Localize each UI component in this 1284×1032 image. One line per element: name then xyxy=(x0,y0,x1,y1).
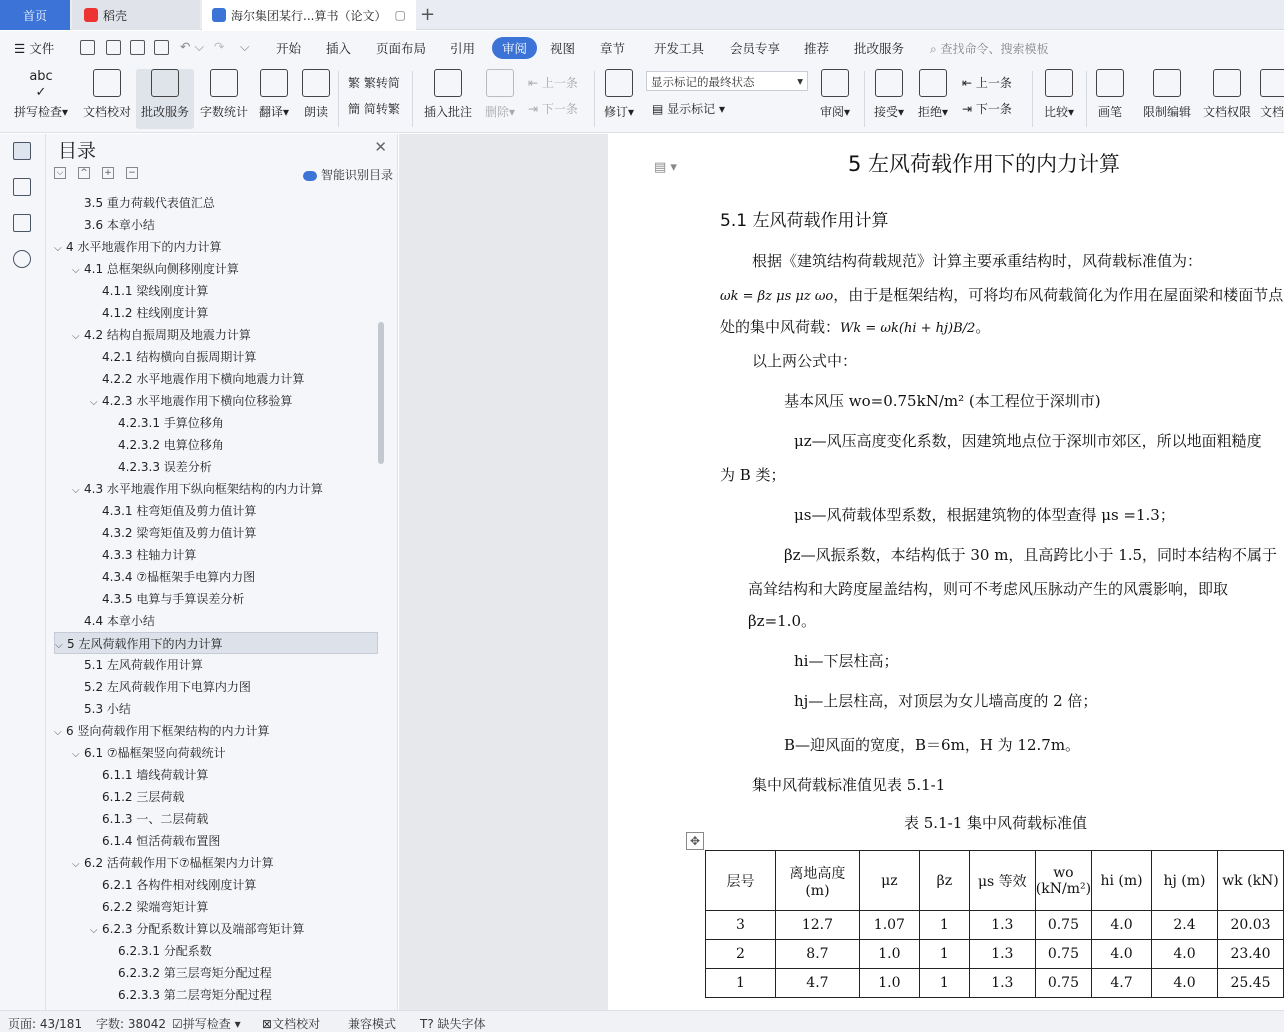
redo-icon[interactable]: ↷ xyxy=(214,39,225,54)
pen-button[interactable] xyxy=(1094,69,1126,120)
tab-document[interactable] xyxy=(202,0,416,30)
toc-item[interactable] xyxy=(54,610,378,632)
toc-item-label: 4.1 总框架纵向侧移刚度计算 xyxy=(84,262,239,276)
search-icon[interactable] xyxy=(13,250,31,268)
toc-item-label: 5 左风荷载作用下的内力计算 xyxy=(67,637,223,651)
toc-item[interactable] xyxy=(54,390,378,412)
dropdown-caret-icon: ▾ xyxy=(61,105,69,119)
collapse-all-icon[interactable]: ⌵ xyxy=(54,167,66,179)
table-cell: 1 xyxy=(919,969,969,998)
toc-item-label: 3.5 重力荷载代表值汇总 xyxy=(84,196,215,210)
correct-service-button[interactable] xyxy=(136,69,194,129)
divider xyxy=(594,71,595,127)
doc-permission-label: 文档权限 xyxy=(1202,105,1251,119)
toc-item[interactable] xyxy=(54,830,378,852)
menu-item[interactable]: 会员专享 xyxy=(730,41,781,56)
review-pane-label: 审阅 xyxy=(819,105,844,119)
side-rail xyxy=(0,134,46,1010)
table-header-cell: μz xyxy=(859,851,919,911)
smart-toc-label: 智能识别目录 xyxy=(320,168,393,182)
translate-icon xyxy=(260,69,288,97)
tab-bar xyxy=(0,0,1284,30)
toc-item[interactable] xyxy=(54,258,378,280)
toc-item[interactable] xyxy=(54,984,378,1006)
toc-item-label: 6.2.3.1 分配系数 xyxy=(118,944,212,958)
toc-item-label: 4.1.2 柱线刚度计算 xyxy=(102,306,209,320)
chevron-down-icon[interactable]: ⌵ xyxy=(72,749,80,760)
prev-comment-label: 上一条 xyxy=(541,76,578,90)
next-comment-label: 下一条 xyxy=(541,102,578,116)
quick-access-dropdown-icon[interactable]: ⌵ xyxy=(240,39,250,54)
missing-font-label: 缺失字体 xyxy=(437,1017,486,1031)
read-aloud-label: 朗读 xyxy=(303,105,328,119)
toc-item[interactable] xyxy=(54,852,378,874)
next-comment-button[interactable]: ⇥ 下一条 xyxy=(528,102,578,116)
delete-comment-label: 删除 xyxy=(484,105,509,119)
table-header-row xyxy=(706,851,1284,911)
table-header-cell: 离地高度 (m) xyxy=(775,851,859,911)
spell-check-status-label: 拼写检查 xyxy=(182,1017,231,1031)
toc-item[interactable] xyxy=(54,280,378,302)
divider xyxy=(338,71,339,127)
toc-item-label: 4.2 结构自振周期及地震力计算 xyxy=(84,328,251,342)
toc-item-label: 4.2.3.1 手算位移角 xyxy=(118,416,224,430)
checkbox-icon: ☑ xyxy=(172,1017,183,1031)
remove-heading-icon[interactable]: − xyxy=(126,167,138,179)
reject-label: 拒绝 xyxy=(917,105,942,119)
table-cell: 1.07 xyxy=(859,911,919,940)
toc-item-label: 4.2.3 水平地震作用下横向位移验算 xyxy=(102,394,293,408)
toc-item[interactable] xyxy=(54,368,378,390)
toc-item-label: 4.3.1 柱弯矩值及剪力值计算 xyxy=(102,504,257,518)
paragraph-text: ，由于是框架结构，可将均布风荷载简化为作用在屋面梁和楼面节点 xyxy=(833,286,1284,304)
prev-comment-button[interactable]: ⇤ 上一条 xyxy=(528,76,578,90)
doc-check-button[interactable] xyxy=(80,69,134,120)
simp-to-trad-label: 简转繁 xyxy=(363,102,400,116)
table-cell: 4.0 xyxy=(1092,911,1152,940)
chevron-down-icon[interactable]: ⌵ xyxy=(54,727,62,738)
table-cell: 4.0 xyxy=(1152,969,1218,998)
command-search-placeholder: 查找命令、搜索模板 xyxy=(940,42,1049,56)
toc-item[interactable] xyxy=(54,720,378,742)
ribbon-toolbar xyxy=(0,65,1284,133)
divider xyxy=(1086,71,1087,127)
divider xyxy=(412,71,413,127)
spell-check-status[interactable]: ☑拼写检查 ▾ xyxy=(172,1017,241,1031)
toc-item-label: 4 水平地震作用下的内力计算 xyxy=(66,240,222,254)
table-cell: 1.3 xyxy=(969,940,1035,969)
toc-item-label: 4.1.1 梁线刚度计算 xyxy=(102,284,209,298)
divider xyxy=(1032,71,1033,127)
chevron-down-icon[interactable]: ⌵ xyxy=(54,243,62,254)
toc-item[interactable] xyxy=(54,698,378,720)
toc-title: 目录 xyxy=(58,140,97,162)
toc-item[interactable] xyxy=(54,214,378,236)
translate-label: 翻译 xyxy=(258,105,283,119)
table-header-cell: wk (kN) xyxy=(1217,851,1283,911)
menu-item[interactable]: 审阅 xyxy=(492,37,537,59)
doc-check-status-icon: ⊠ xyxy=(262,1017,273,1031)
review-pane-button[interactable] xyxy=(816,69,854,120)
doc-permission-button[interactable] xyxy=(1200,69,1254,120)
paragraph: μs—风荷载体型系数，根据建筑物的体型查得 μs =1.3； xyxy=(794,506,1175,524)
compare-icon xyxy=(1045,69,1073,97)
file-menu-label: 文件 xyxy=(29,41,55,56)
page-indicator[interactable]: 页面: 43/181 xyxy=(8,1017,83,1031)
wind-load-table xyxy=(705,850,1284,998)
paragraph: 高耸结构和大跨度屋盖结构，则可不考虑风压脉动产生的风震影响，即取 xyxy=(748,580,1229,598)
dropdown-caret-icon: ▾ xyxy=(897,105,905,119)
toc-item[interactable] xyxy=(54,742,378,764)
dropdown-caret-icon: ▾ xyxy=(843,105,851,119)
toc-item[interactable] xyxy=(54,522,378,544)
doc-check-status-label: 文档校对 xyxy=(272,1017,321,1031)
track-changes-icon xyxy=(605,69,633,97)
toc-item[interactable] xyxy=(54,588,378,610)
doc-more-icon xyxy=(1260,69,1284,97)
paragraph: 以上两公式中： xyxy=(752,352,858,370)
doc-check-icon xyxy=(93,69,121,97)
paragraph xyxy=(720,284,1283,305)
insert-comment-label: 插入批注 xyxy=(423,105,472,119)
word-count-button[interactable] xyxy=(198,69,250,120)
chevron-down-icon[interactable]: ⌵ xyxy=(72,859,80,870)
save-icon[interactable] xyxy=(80,40,95,55)
markup-state-value: 显示标记的最终状态 xyxy=(651,75,755,89)
chevron-down-icon[interactable]: ⌵ xyxy=(72,485,80,496)
dropdown-caret-icon: ▾ xyxy=(941,105,949,119)
toc-item[interactable] xyxy=(54,566,378,588)
menu-item[interactable]: 开始 xyxy=(276,41,302,56)
smart-toc-icon xyxy=(303,171,317,181)
reject-icon xyxy=(919,69,947,97)
menu-item[interactable]: 推荐 xyxy=(804,41,830,56)
dropdown-caret-icon: ▾ xyxy=(508,105,516,119)
command-search[interactable]: ⌕ 查找命令、搜索模板 xyxy=(930,42,1049,56)
menu-bar xyxy=(0,31,1284,65)
chevron-down-icon[interactable]: ⌵ xyxy=(90,925,98,936)
word-count-status[interactable]: 字数: 38042 xyxy=(96,1017,167,1031)
accept-icon xyxy=(875,69,903,97)
toc-item[interactable] xyxy=(54,302,378,324)
toc-item-label: 6.2 活荷载作用下⑦榀框架内力计算 xyxy=(84,856,274,870)
table-header-cell: μs 等效 xyxy=(969,851,1035,911)
chevron-down-icon: ▾ xyxy=(797,74,803,88)
paragraph: 基本风压 wo=0.75kN/m² (本工程位于深圳市) xyxy=(784,392,1101,410)
table-cell: 2 xyxy=(706,940,776,969)
daoke-icon xyxy=(84,8,98,22)
doc-page-icon[interactable]: ▤ ▾ xyxy=(654,160,677,175)
close-icon[interactable]: ✕ xyxy=(374,138,387,156)
menu-item[interactable]: 视图 xyxy=(550,41,576,56)
paragraph: βz=1.0。 xyxy=(748,612,816,630)
table-cell: 1 xyxy=(919,911,969,940)
toc-item-label: 4.2.3.2 电算位移角 xyxy=(118,438,224,452)
next-change-label: 下一条 xyxy=(975,102,1012,116)
file-menu[interactable]: ☰ 文件 xyxy=(14,41,55,56)
toc-item[interactable] xyxy=(54,764,378,786)
toc-panel-icon[interactable] xyxy=(13,142,31,160)
show-markup-button[interactable]: ▤ 显示标记 ▾ xyxy=(652,102,726,116)
toc-item[interactable] xyxy=(54,632,378,654)
divider xyxy=(864,71,865,127)
toc-item-label: 6.2.2 梁端弯矩计算 xyxy=(102,900,209,914)
toc-item[interactable] xyxy=(54,918,378,940)
add-tab-icon[interactable]: + xyxy=(420,4,436,25)
abc-icon: abc ✓ xyxy=(29,69,53,100)
toc-item-label: 4.3.4 ⑦榀框架手电算内力图 xyxy=(102,570,256,584)
table-cell: 23.40 xyxy=(1217,940,1283,969)
paragraph: βz—风振系数，本结构低于 30 m，且高跨比小于 1.5，同时本结构不属于 xyxy=(784,546,1278,564)
smart-toc-button[interactable] xyxy=(303,166,393,183)
restrict-editing-label: 限制编辑 xyxy=(1142,105,1191,119)
table-cell: 1.3 xyxy=(969,911,1035,940)
toc-item[interactable] xyxy=(54,544,378,566)
accept-button[interactable] xyxy=(870,69,908,120)
document-gutter xyxy=(399,134,608,1010)
preview-icon[interactable] xyxy=(154,40,169,55)
toc-item-label: 4.3.3 柱轴力计算 xyxy=(102,548,197,562)
toc-item[interactable] xyxy=(54,456,378,478)
pen-icon xyxy=(1096,69,1124,97)
tab-home-label: 首页 xyxy=(22,8,47,23)
writer-icon xyxy=(212,8,226,22)
navigation-icon[interactable] xyxy=(13,178,31,196)
insert-comment-button[interactable] xyxy=(420,69,476,120)
missing-font-status[interactable] xyxy=(420,1015,486,1032)
table-cell: 8.7 xyxy=(775,940,859,969)
lock-icon xyxy=(1153,69,1181,97)
expand-all-icon[interactable]: ^ xyxy=(78,167,90,179)
toc-item[interactable] xyxy=(54,676,378,698)
table-cell: 1.3 xyxy=(969,969,1035,998)
toc-item-label: 6.1.1 墙线荷载计算 xyxy=(102,768,209,782)
trad-to-simp-label: 繁转简 xyxy=(363,76,400,90)
toc-item[interactable] xyxy=(54,962,378,984)
table-cell: 20.03 xyxy=(1217,911,1283,940)
table-cell: 25.45 xyxy=(1217,969,1283,998)
prev-change-label: 上一条 xyxy=(975,76,1012,90)
correct-service-icon xyxy=(151,69,179,97)
toc-item-label: 4.2.1 结构横向自振周期计算 xyxy=(102,350,257,364)
chapter-heading: 5 左风荷载作用下的内力计算 xyxy=(848,152,1121,176)
simp-to-trad-button[interactable]: 簡 简转繁 xyxy=(348,102,400,116)
menu-item[interactable]: 章节 xyxy=(600,41,626,56)
toc-item-label: 6 竖向荷载作用下框架结构的内力计算 xyxy=(66,724,270,738)
toc-item-label: 3.6 本章小结 xyxy=(84,218,155,232)
paragraph: 根据《建筑结构荷载规范》计算主要承重结构时，风荷载标准值为： xyxy=(752,252,1203,270)
toc-item-label: 6.1.3 一、二层荷载 xyxy=(102,812,209,826)
table-cell: 4.7 xyxy=(1092,969,1152,998)
show-markup-label: 显示标记 xyxy=(667,102,716,116)
dropdown-caret-icon: ▾ xyxy=(282,105,290,119)
toc-item[interactable] xyxy=(54,236,378,258)
toc-item[interactable] xyxy=(54,896,378,918)
toc-item-label: 6.2.1 各构件相对线刚度计算 xyxy=(102,878,257,892)
toc-item[interactable] xyxy=(54,808,378,830)
table-cell: 2.4 xyxy=(1152,911,1218,940)
paragraph: 集中风荷载标准值见表 5.1-1 xyxy=(752,776,946,794)
table-header-cell: hj (m) xyxy=(1152,851,1218,911)
doc-check-label: 文档校对 xyxy=(82,105,131,119)
toc-item-label: 4.2.3.3 误差分析 xyxy=(118,460,212,474)
tab-daoke-label: 稻壳 xyxy=(103,8,128,23)
compat-mode-status: 兼容模式 xyxy=(348,1017,397,1031)
chevron-down-icon[interactable]: ⌵ xyxy=(72,265,80,276)
word-count-icon xyxy=(210,69,238,97)
paragraph xyxy=(720,316,990,337)
toc-item-label: 4.3.2 梁弯矩值及剪力值计算 xyxy=(102,526,257,540)
toc-item[interactable] xyxy=(54,874,378,896)
reject-button[interactable] xyxy=(914,69,952,120)
section-heading: 5.1 左风荷载作用计算 xyxy=(720,211,889,231)
table-move-icon[interactable]: ✥ xyxy=(686,832,704,850)
tab-document-label: 海尔集团某行...算书（论文） xyxy=(231,8,387,23)
markup-state-select[interactable] xyxy=(646,71,808,91)
table-header-cell: 层号 xyxy=(706,851,776,911)
toc-item[interactable] xyxy=(54,192,378,214)
delete-comment-button[interactable] xyxy=(480,69,520,120)
toc-item-label: 6.1.4 恒活荷载布置图 xyxy=(102,834,221,848)
toc-item-label: 6.2.3 分配系数计算以及端部弯矩计算 xyxy=(102,922,305,936)
toc-item-label: 6.2.3.2 第三层弯矩分配过程 xyxy=(118,966,272,980)
formula: Wk = ωk(hi + hj)B/2 xyxy=(840,321,976,336)
chevron-down-icon[interactable]: ⌵ xyxy=(55,640,63,651)
toc-item-label: 6.1.2 三层荷载 xyxy=(102,790,185,804)
table-cell: 1 xyxy=(919,940,969,969)
delete-comment-icon xyxy=(486,69,514,97)
chevron-down-icon[interactable]: ⌵ xyxy=(72,331,80,342)
toc-item-label: 4.2.2 水平地震作用下横向地震力计算 xyxy=(102,372,305,386)
toc-item-label: 5.1 左风荷载作用计算 xyxy=(84,658,203,672)
doc-more-label: 文档 xyxy=(1260,105,1284,119)
menu-item[interactable]: 页面布局 xyxy=(376,41,427,56)
table-caption: 表 5.1-1 集中风荷载标准值 xyxy=(904,814,1088,832)
toc-item-label: 6.1 ⑦榀框架竖向荷载统计 xyxy=(84,746,226,760)
comment-icon xyxy=(434,69,462,97)
chevron-down-icon[interactable]: ⌵ xyxy=(90,397,98,408)
doc-permission-icon xyxy=(1213,69,1241,97)
toc-item[interactable] xyxy=(54,786,378,808)
table-header-cell: wo (kN/m²) xyxy=(1035,851,1091,911)
track-changes-label: 修订 xyxy=(603,105,628,119)
spell-check-button[interactable] xyxy=(10,69,72,120)
paragraph-text: 处的集中风荷载： xyxy=(720,318,841,336)
compare-label: 比较 xyxy=(1043,105,1068,119)
table-cell: 0.75 xyxy=(1035,911,1091,940)
toc-item[interactable] xyxy=(54,500,378,522)
paragraph: hj—上层柱高，对顶层为女儿墙高度的 2 倍； xyxy=(794,692,1098,710)
spell-check-label: 拼写检查 xyxy=(13,105,62,119)
toc-item[interactable] xyxy=(54,654,378,676)
bookmark-icon[interactable] xyxy=(13,214,31,232)
paragraph: B—迎风面的宽度，B＝6m，H 为 12.7m。 xyxy=(784,736,1081,754)
toc-panel xyxy=(46,134,398,1010)
table-cell: 3 xyxy=(706,911,776,940)
toc-item-label: 5.3 小结 xyxy=(84,702,131,716)
table-header-cell: hi (m) xyxy=(1092,851,1152,911)
dropdown-caret-icon: ▾ xyxy=(627,105,635,119)
track-changes-button[interactable] xyxy=(600,69,638,120)
doc-more-button[interactable] xyxy=(1260,69,1284,120)
toc-item-label: 4.4 本章小结 xyxy=(84,614,155,628)
table-cell: 4.0 xyxy=(1092,940,1152,969)
doc-check-status[interactable] xyxy=(262,1015,320,1032)
tab-daoke[interactable] xyxy=(72,0,200,30)
table-cell: 4.7 xyxy=(775,969,859,998)
table-header-cell: βz xyxy=(919,851,969,911)
table-cell: 0.75 xyxy=(1035,940,1091,969)
toc-item-label: 5.2 左风荷载作用下电算内力图 xyxy=(84,680,251,694)
undo-icon[interactable]: ↶ ⌵ xyxy=(180,39,204,54)
read-aloud-button[interactable] xyxy=(300,69,332,120)
table-cell: 0.75 xyxy=(1035,969,1091,998)
toc-item[interactable] xyxy=(54,940,378,962)
add-heading-icon[interactable]: + xyxy=(102,167,114,179)
table-row xyxy=(706,969,1284,998)
review-pane-icon xyxy=(821,69,849,97)
compare-button[interactable] xyxy=(1040,69,1078,120)
toc-item[interactable] xyxy=(54,478,378,500)
table-cell: 1 xyxy=(706,969,776,998)
toc-item-label: 6.2.3.3 第二层弯矩分配过程 xyxy=(118,988,272,1002)
toc-item[interactable] xyxy=(54,324,378,346)
menu-item[interactable]: 插入 xyxy=(326,41,352,56)
translate-button[interactable] xyxy=(256,69,292,120)
dropdown-caret-icon: ▾ xyxy=(1067,105,1075,119)
read-aloud-icon xyxy=(302,69,330,97)
menu-item[interactable]: 引用 xyxy=(450,41,476,56)
formula: ωk = βz μs μz ωo xyxy=(720,289,834,304)
document-page[interactable] xyxy=(608,134,1284,1010)
table-body xyxy=(706,911,1284,998)
toc-item-label: 4.3 水平地震作用下纵向框架结构的内力计算 xyxy=(84,482,323,496)
paragraph: hi—下层柱高； xyxy=(794,652,899,670)
table-cell: 12.7 xyxy=(775,911,859,940)
table-row xyxy=(706,940,1284,969)
paragraph: 为 B 类； xyxy=(720,466,786,484)
export-icon[interactable] xyxy=(106,40,121,55)
close-tab-icon[interactable]: ▢ xyxy=(394,8,406,22)
menu-item[interactable]: 批改服务 xyxy=(854,41,905,56)
status-bar xyxy=(0,1010,1284,1032)
table-cell: 1.0 xyxy=(859,940,919,969)
word-count-label: 字数统计 xyxy=(199,105,248,119)
paragraph-text: 。 xyxy=(975,318,991,336)
toc-item-label: 4.3.5 电算与手算误差分析 xyxy=(102,592,245,606)
toc-scrollbar[interactable] xyxy=(378,322,384,464)
print-icon[interactable] xyxy=(130,40,145,55)
tab-home[interactable] xyxy=(0,0,70,30)
table-cell: 1.0 xyxy=(859,969,919,998)
table-cell: 4.0 xyxy=(1152,940,1218,969)
paragraph: μz—风压高度变化系数，因建筑地点位于深圳市郊区，所以地面粗糙度 xyxy=(794,432,1262,450)
prev-change-button[interactable]: ⇤ 上一条 xyxy=(962,76,1012,90)
table-row xyxy=(706,911,1284,940)
trad-to-simp-button[interactable]: 繁 繁转简 xyxy=(348,76,400,90)
next-change-button[interactable]: ⇥ 下一条 xyxy=(962,102,1012,116)
toc-item[interactable] xyxy=(54,434,378,456)
pen-label: 画笔 xyxy=(1097,105,1122,119)
restrict-editing-button[interactable] xyxy=(1140,69,1194,120)
toc-item[interactable] xyxy=(54,346,378,368)
menu-item[interactable]: 开发工具 xyxy=(654,41,705,56)
toc-item[interactable] xyxy=(54,412,378,434)
accept-label: 接受 xyxy=(873,105,898,119)
font-icon: T? xyxy=(420,1017,434,1031)
correct-service-label: 批改服务 xyxy=(140,105,189,119)
